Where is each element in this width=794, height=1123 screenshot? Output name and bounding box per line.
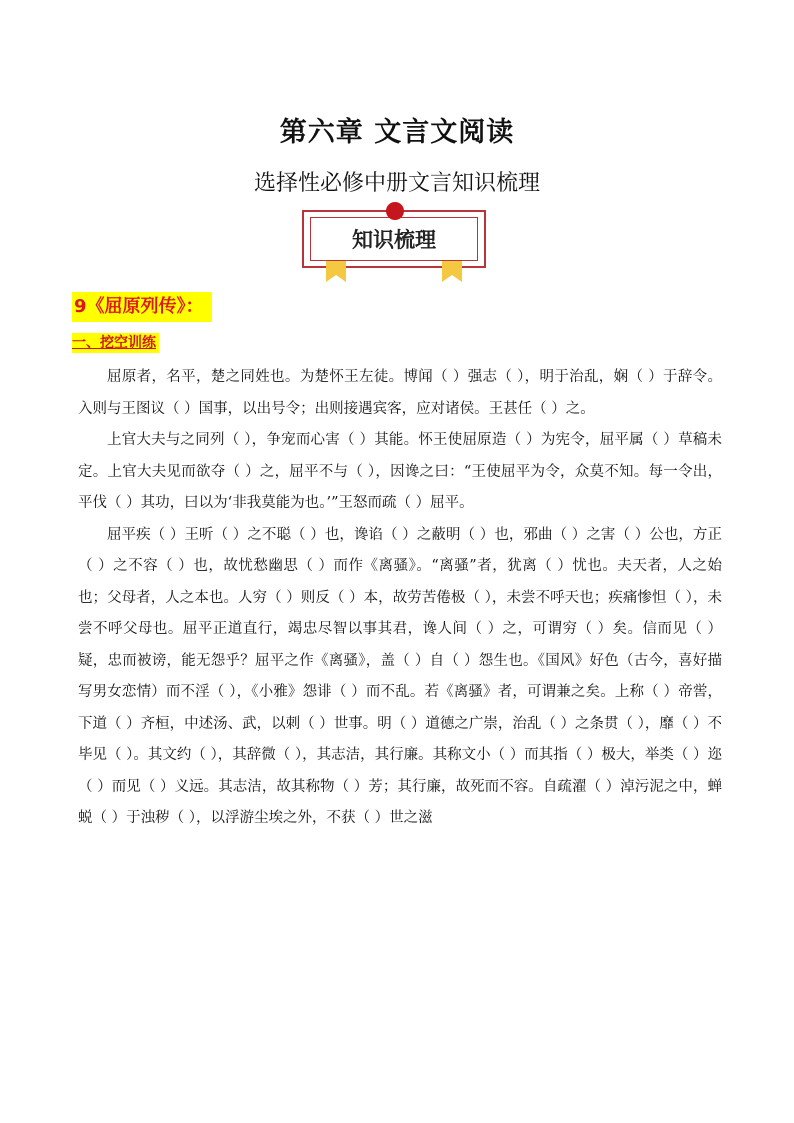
section-title: 9《屈原列传》： — [72, 292, 212, 322]
red-dot-icon — [386, 202, 404, 220]
ribbon-left-icon — [326, 260, 346, 282]
subhead-prefix: 一、 — [72, 335, 100, 351]
passage — [78, 362, 722, 835]
ribbon-right-icon — [442, 260, 462, 282]
chapter-title: 第六章 文言文阅读 — [279, 117, 515, 148]
page-subtitle: 选择性必修中册文言知识梳理 — [253, 171, 540, 196]
paragraph-3: 屈平疾（ ）王听（ ）之不聪（ ）也，谗谄（ ）之蔽明（ ）也，邪曲（ ）之害（ ）公也，方正（ ）之不容（ ）也，故忧愁幽思（ ）而作《离骚》。“离骚”者，犹离（ ）忧也。夫天者，人之始也；父母者，人之本也。人穷（ ）则反（ ）本，故劳苦倦极（ ），未尝不呼天也；疾痛惨怛（ ），未尝不呼父母也。屈平正道直行，竭忠尽智以事其君，谗人间（ ）之，可谓穷（ ）矣。信而见（ ）疑，忠而被谤，能无怨乎？屈平之作《离骚》，盖（ ）自（ ）怨生也。《国风》好色（古今，喜好描写男女恋情）而不淫（ ），《小雅》怨诽（ ）而不乱。若《离骚》者，可谓兼之矣。上称（ ）帝喾，下道（ ）齐桓，中述汤、武，以刺（ ）世事。明（ ）道德之广崇，治乱（ ）之条贯（ ），靡（ ）不毕见（ ）。其文约（ ），其辞微（ ），其志洁，其行廉。其称文小（ ）而其指（ ）极大，举类（ ）迩（ ）而见（ ）义远。其志洁，故其称物（ ）芳；其行廉，故死而不容。自疏濯（ ）淖污泥之中，蝉蜕（ ）于浊秽（ ），以浮游尘埃之外，不获（ ）世之滋 — [78, 526, 722, 826]
subhead — [72, 333, 159, 353]
subhead-label: 挖空训练 — [100, 335, 156, 351]
paragraph-2: 上官大夫与之同列（ ），争宠而心害（ ）其能。怀王使屈原造（ ）为宪令，屈平属（ ）草稿未定。上官大夫见而欲夺（ ）之，屈平不与（ ），因谗之曰：“王使屈平为令，众莫不知。每一令出，平伐（ ）其功，曰以为‘非我莫能为也。’”王怒而疏（ ）屈平。 — [78, 432, 722, 511]
knowledge-badge — [302, 202, 488, 282]
badge-label: 知识梳理 — [310, 217, 478, 261]
paragraph-1: 屈原者，名平，楚之同姓也。为楚怀王左徒。博闻（ ）强志（ ），明于治乱，娴（ ）于辞令。入则与王图议（ ）国事，以出号令；出则接遇宾客，应对诸侯。王甚任（ ）之。 — [78, 369, 722, 417]
